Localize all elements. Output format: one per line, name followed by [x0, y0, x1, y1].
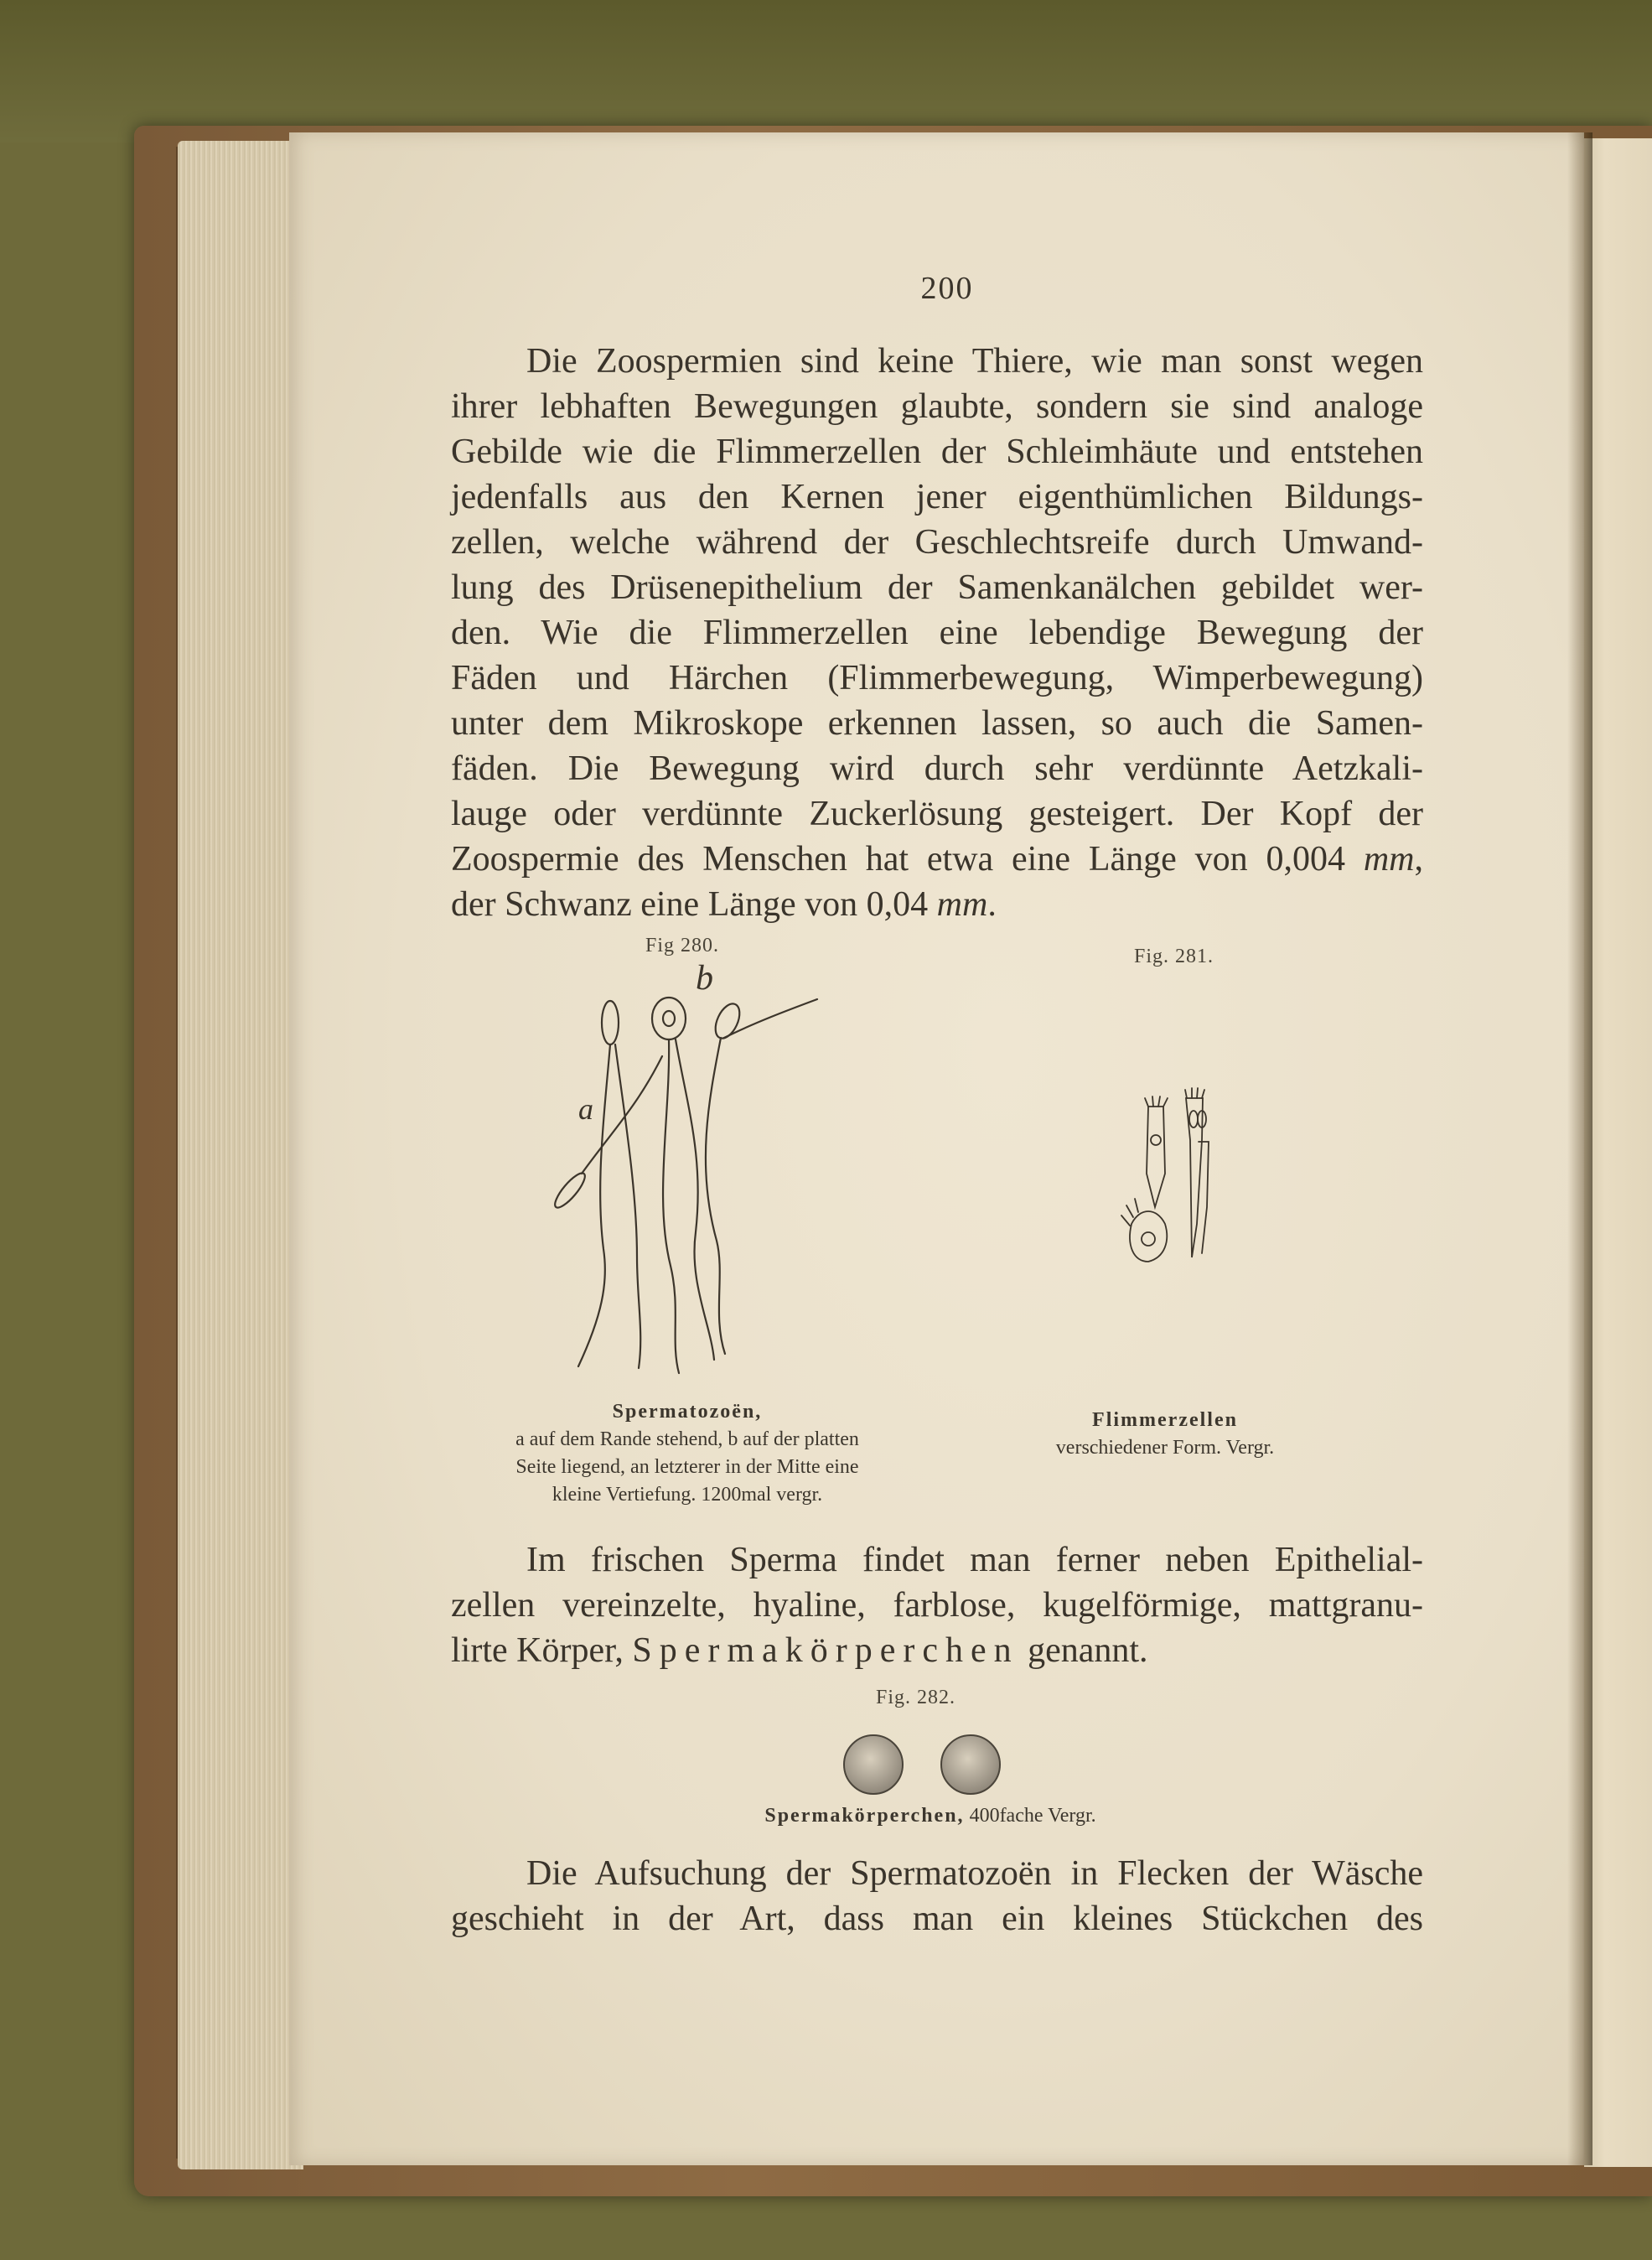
paragraph-aufsuchung [451, 1851, 1423, 1941]
text-line: lung des Drüsenepithelium der Samenkanälchen gebildet wer- [451, 568, 1423, 607]
facing-page-edge [1584, 138, 1652, 2167]
paragraph-zoospermien [451, 339, 1423, 927]
fig-280-label: Fig 280. [645, 935, 720, 956]
fig-281-caption-line: verschiedener Form. Vergr. [1055, 1437, 1275, 1459]
text-line: Die Aufsuchung der Spermatozoën in Flecken der Wäsche [526, 1854, 1423, 1893]
fig-281-label: Fig. 281. [1134, 946, 1214, 967]
sperm-head [551, 1169, 589, 1211]
ciliated-cell [1130, 1211, 1167, 1262]
sperm-head [652, 998, 686, 1039]
gutter-shadow [1567, 132, 1592, 2165]
text-line: den. Wie die Flimmerzellen eine lebendige Bewegung der [451, 614, 1423, 652]
punctuation: . [987, 885, 997, 924]
fig-281-caption [1006, 1407, 1324, 1462]
text-line: zellen vereinzelte, hyaline, farblose, kugelförmige, mattgranu- [451, 1586, 1423, 1625]
fig-281-illustration [1115, 1090, 1232, 1291]
paragraph-sperma [451, 1537, 1423, 1673]
fig-282-illustration [838, 1731, 1006, 1798]
cilia [1121, 1199, 1138, 1226]
sperm-head [602, 1001, 619, 1044]
cell-nucleus [1142, 1232, 1155, 1246]
photo-background [0, 0, 1652, 143]
ciliated-cell [1186, 1098, 1203, 1257]
cell-nucleus [1151, 1135, 1161, 1145]
fig-280-illustration [545, 959, 830, 1375]
text-line: fäden. Die Bewegung wird durch sehr verdünnte Aetzkali- [451, 749, 1423, 788]
text-line [451, 882, 1423, 927]
fig-282-label: Fig. 282. [876, 1687, 956, 1708]
fig-280-marker-b: b [696, 959, 713, 998]
fig-280-caption-title: Spermatozoën, [612, 1401, 763, 1423]
text-segment: der Schwanz eine Länge von 0,04 [451, 885, 929, 924]
fig-280-marker-a: a [578, 1092, 593, 1126]
text-line: unter dem Mikroskope erkennen lassen, so auch die Samen- [451, 704, 1423, 743]
text-line [451, 837, 1423, 882]
fig-280-caption-line: kleine Vertiefung. 1200mal vergr. [552, 1484, 823, 1506]
sperm-head-hollow [663, 1011, 675, 1026]
emphasized-term: Spermakörperchen [632, 1631, 1019, 1670]
text-line: Fäden und Härchen (Flimmerbewegung, Wimperbewegung) [451, 659, 1423, 697]
text-line [451, 1628, 1423, 1673]
fig-280-caption-line: a auf dem Rande stehend, b auf der platten [515, 1428, 859, 1450]
punctuation: , [1414, 840, 1424, 879]
fig-280-caption [436, 1398, 939, 1509]
text-line: lauge oder verdünnte Zuckerlösung gesteigert. Der Kopf der [451, 795, 1423, 833]
text-line: geschieht in der Art, dass man ein kleines Stückchen des [451, 1900, 1423, 1938]
text-line: Im frischen Sperma findet man ferner neben Epithelial- [526, 1541, 1423, 1579]
fig-281-caption-title: Flimmerzellen [1092, 1409, 1238, 1431]
text-segment: genannt. [1028, 1631, 1148, 1670]
sperm-tail [706, 1038, 725, 1354]
ciliated-cell [1147, 1107, 1165, 1207]
text-line: ihrer lebhaften Bewegungen glaubte, sondern sie sind analoge [451, 387, 1423, 426]
spermakoerperchen-cell [941, 1735, 1000, 1794]
spermakoerperchen-cell [844, 1735, 903, 1794]
fig-282-caption [729, 1802, 1132, 1830]
sperm-tail [663, 1039, 679, 1373]
text-line: zellen, welche während der Geschlechtsreife durch Umwand- [451, 523, 1423, 562]
fig-280-caption-line: Seite liegend, an letzterer in der Mitte eine [515, 1456, 859, 1478]
text-segment: lirte Körper, [451, 1631, 624, 1670]
cilia [1185, 1088, 1204, 1098]
unit-mm: mm [936, 885, 988, 924]
text-line: jedenfalls aus den Kernen jener eigenthümlichen Bildungs- [451, 478, 1423, 516]
cell-nucleus [1189, 1111, 1198, 1127]
unit-mm: mm [1363, 840, 1415, 879]
cilia [1145, 1096, 1168, 1107]
text-line: Gebilde wie die Flimmerzellen der Schleimhäute und entstehen [451, 433, 1423, 471]
sperm-tail [582, 1056, 662, 1174]
text-segment: Zoospermie des Menschen hat etwa eine Länge von 0,004 [451, 840, 1345, 879]
page-edges [178, 141, 303, 2169]
sperm-tail [615, 1044, 640, 1368]
fig-282-caption-rest: 400fache Vergr. [969, 1805, 1096, 1827]
page-number: 200 [920, 271, 974, 306]
fig-282-caption-title: Spermakörperchen, [764, 1805, 965, 1827]
text-line: Die Zoospermien sind keine Thiere, wie man sonst wegen [526, 342, 1423, 381]
